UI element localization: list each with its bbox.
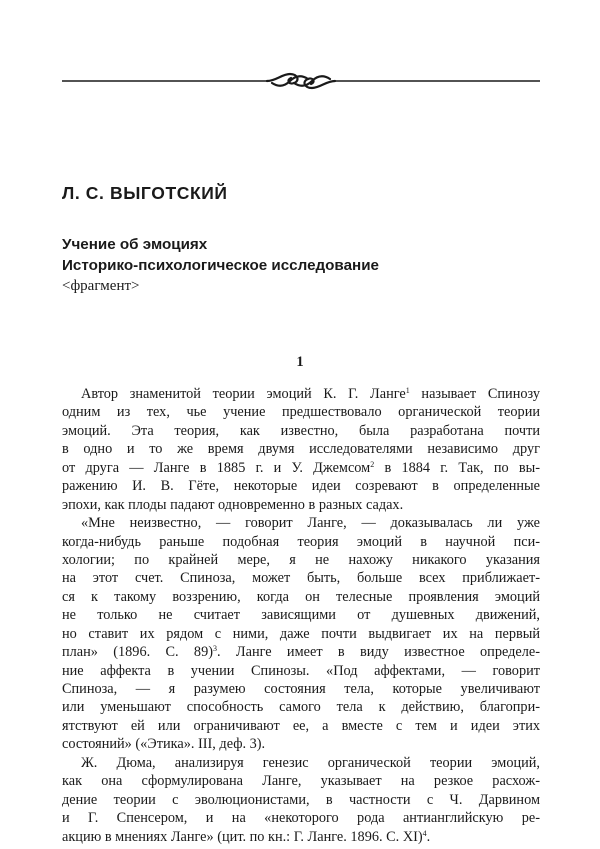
text-segment: в одно и то же время двумя исследователями независимо друг [62, 441, 540, 458]
body-text [62, 385, 540, 846]
text-line [62, 809, 540, 827]
text-segment: эмоций. Эта теория, как известно, была разработана почти [62, 422, 540, 439]
footnote-ref[interactable]: 1 [405, 386, 410, 395]
text-line [62, 643, 540, 661]
text-line [62, 680, 540, 698]
text-segment: в 1884 г. Так, по вы- [374, 459, 540, 476]
footnote-ref[interactable]: 4 [422, 828, 427, 838]
section-number: 1 [296, 354, 304, 370]
text-line [62, 828, 540, 846]
text-segment: дение теории с эволюционистами, в частности с Ч. Дарвином [62, 791, 540, 808]
text-segment: но ставит их рядом с ними, даже почти выдвигает их на первый [62, 625, 540, 642]
author-name: Л. С. ВЫГОТСКИЙ [62, 183, 228, 203]
text-line [62, 385, 540, 403]
text-line [62, 606, 540, 624]
text-segment: Автор знаменитой теории эмоций К. Г. Ланге [81, 386, 406, 402]
text-segment: как она сформулирована Ланге, указывает на резкое расхож- [62, 773, 540, 790]
text-segment: от друга — Ланге в 1885 г. и У. Джемсом [62, 459, 371, 476]
text-segment: . [426, 828, 431, 845]
text-line [62, 477, 540, 495]
text-segment: акцию в мнениях Ланге» (цит. по кн.: Г. Ланге. 1896. С. XI) [62, 828, 423, 845]
footnote-ref[interactable]: 3 [213, 644, 217, 654]
text-segment: ражению И. В. Гёте, некоторые идеи созревают в определенные [62, 478, 540, 495]
text-line [62, 791, 540, 809]
text-segment: Ж. Дюма, анализируя генезис органической теории эмоций, [81, 754, 540, 771]
paragraph [62, 514, 540, 754]
text-segment: хологии; по крайней мере, я не нахожу никакого указания [62, 551, 540, 568]
fragment-note: <фрагмент> [62, 278, 140, 294]
text-line [62, 459, 540, 477]
text-segment: одним из тех, чье учение предшествовало органической теории [62, 404, 540, 421]
paragraph [62, 385, 540, 514]
text-segment: называет Спинозу [409, 386, 540, 402]
text-segment: эпохи, как плоды падают одновременно в разных садах. [62, 496, 404, 513]
work-subtitle: Историко-психологическое исследование [62, 257, 379, 274]
text-segment: на этот счет. Спиноза, может быть, больше всех приближает- [62, 570, 540, 587]
text-segment: Спиноза, — я разумею состояния тела, которые увеличивают [62, 681, 540, 697]
ornament-divider [62, 66, 540, 96]
text-segment: план» (1896. С. 89) [62, 644, 213, 661]
text-line [62, 496, 540, 514]
text-line [62, 698, 540, 716]
text-line [62, 772, 540, 790]
text-segment: или уменьшают способность самого тела к действию, благопри- [62, 699, 540, 716]
text-line [62, 625, 540, 643]
text-line [62, 717, 540, 735]
text-segment: и Г. Спенсером, и на «некоторого рода антианглийскую ре- [62, 810, 540, 827]
text-segment: состояний» («Этика». III, деф. 3). [62, 736, 266, 753]
text-line [62, 569, 540, 587]
text-line [62, 514, 540, 532]
text-segment: ние аффекта в учении Спинозы. «Под аффектами, — говорит [62, 662, 540, 679]
text-line [62, 551, 540, 569]
text-segment: когда-нибудь раньше подобная теория эмоций в научной пси- [62, 533, 540, 550]
text-line [62, 533, 540, 551]
footnote-ref[interactable]: 2 [370, 459, 375, 469]
text-line [62, 735, 540, 753]
text-line [62, 403, 540, 421]
paragraph [62, 754, 540, 846]
text-line [62, 754, 540, 772]
text-line [62, 440, 540, 458]
text-segment: ятствуют ей или ограничивают ее, а вместе с тем и идеи этих [62, 717, 540, 734]
text-line [62, 422, 540, 440]
title-block [62, 234, 540, 296]
text-segment: ся к такому воззрению, когда он телесные проявления эмоций [62, 588, 540, 605]
text-segment: «Мне неизвестно, — говорит Ланге, — доказывалась ли уже [81, 515, 540, 532]
text-segment: не только не считает зависящими от душевных движений, [62, 607, 540, 624]
work-title: Учение об эмоциях [62, 236, 208, 253]
text-line [62, 588, 540, 606]
text-line [62, 662, 540, 680]
text-segment: . Ланге имеет в виду известное определе- [217, 644, 540, 661]
